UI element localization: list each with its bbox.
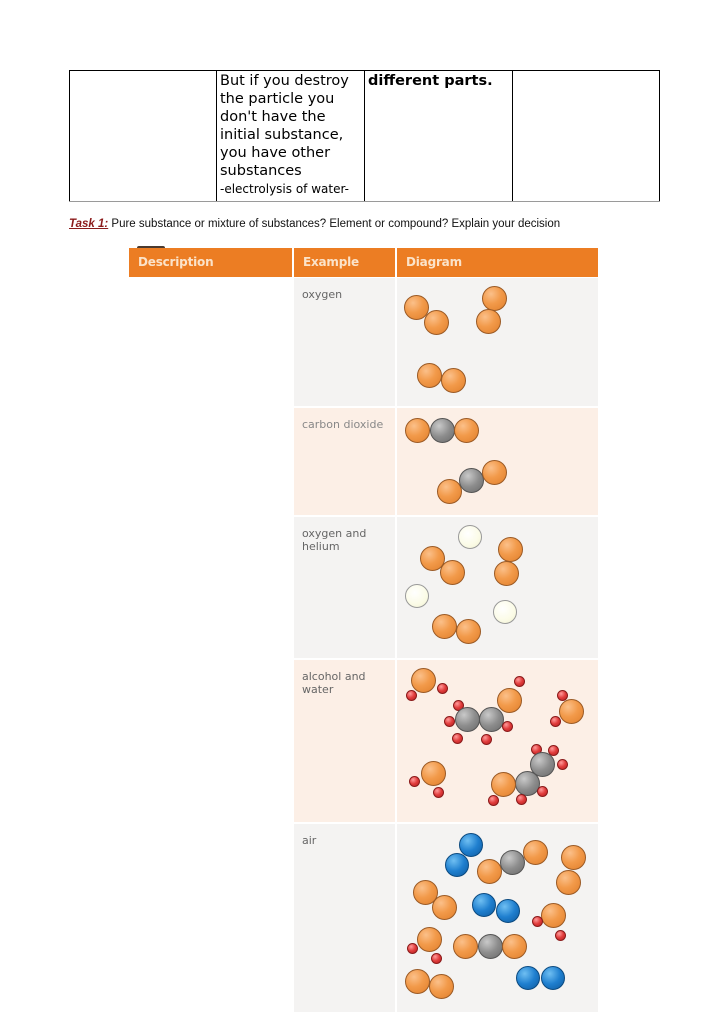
hydrogen-atom-icon — [537, 786, 548, 797]
header-example: Example — [294, 248, 395, 277]
hydrogen-atom-icon — [514, 676, 525, 687]
example-label: alcohol and water — [294, 660, 395, 822]
hydrogen-atom-icon — [433, 787, 444, 798]
oxygen-atom-icon — [440, 560, 465, 585]
helium-atom-icon — [405, 584, 429, 608]
carbon-atom-icon — [455, 707, 480, 732]
oxygen-atom-icon — [523, 840, 548, 865]
oxygen-atom-icon — [432, 614, 457, 639]
hydrogen-atom-icon — [555, 930, 566, 941]
nitrogen-atom-icon — [541, 966, 565, 990]
explanation-line: But if you destroy — [220, 73, 349, 89]
task-text: Pure substance or mixture of substances? Element or compound? Explain your decision — [108, 218, 561, 230]
carbon-dioxide-molecules-diagram — [397, 408, 598, 515]
example-label: air — [294, 824, 395, 1012]
oxygen-atom-icon — [417, 927, 442, 952]
hydrogen-atom-icon — [452, 733, 463, 744]
table-cell-empty — [513, 71, 660, 202]
explanation-line: the particle you — [220, 91, 335, 107]
oxygen-atom-icon — [494, 561, 519, 586]
hydrogen-atom-icon — [437, 683, 448, 694]
helium-atom-icon — [493, 600, 517, 624]
carbon-atom-icon — [479, 707, 504, 732]
example-label: carbon dioxide — [294, 408, 395, 515]
table-row — [129, 517, 598, 658]
explanation-line: substances — [220, 163, 302, 179]
table-cell-parts: different parts. — [365, 71, 513, 202]
table-row — [129, 660, 598, 822]
oxygen-atom-icon — [417, 363, 442, 388]
helium-atom-icon — [458, 525, 482, 549]
table-cell-explanation — [217, 71, 365, 202]
table-row — [70, 71, 660, 202]
hydrogen-atom-icon — [557, 759, 568, 770]
nitrogen-atom-icon — [445, 853, 469, 877]
oxygen-atom-icon — [497, 688, 522, 713]
oxygen-atom-icon — [476, 309, 501, 334]
oxygen-atom-icon — [454, 418, 479, 443]
hydrogen-atom-icon — [502, 721, 513, 732]
hydrogen-atom-icon — [409, 776, 420, 787]
oxygen-atom-icon — [456, 619, 481, 644]
table-row — [129, 278, 598, 406]
nitrogen-atom-icon — [496, 899, 520, 923]
oxygen-atom-icon — [429, 974, 454, 999]
oxygen-atom-icon — [477, 859, 502, 884]
oxygen-molecules-diagram — [397, 278, 598, 406]
explanation-line: initial substance, — [220, 127, 344, 143]
air-mixture-diagram — [397, 824, 598, 1012]
explanation-line: don't have the — [220, 109, 326, 125]
oxygen-atom-icon — [561, 845, 586, 870]
table-cell-empty — [70, 71, 217, 202]
summary-table — [69, 70, 660, 202]
oxygen-atom-icon — [453, 934, 478, 959]
hydrogen-atom-icon — [550, 716, 561, 727]
oxygen-atom-icon — [405, 418, 430, 443]
nitrogen-atom-icon — [516, 966, 540, 990]
carbon-atom-icon — [430, 418, 455, 443]
table-row — [129, 824, 598, 1012]
oxygen-atom-icon — [556, 870, 581, 895]
header-description: Description — [129, 248, 292, 277]
oxygen-helium-mixture-diagram — [397, 517, 598, 658]
oxygen-atom-icon — [432, 895, 457, 920]
carbon-atom-icon — [500, 850, 525, 875]
oxygen-atom-icon — [441, 368, 466, 393]
hydrogen-atom-icon — [431, 953, 442, 964]
hydrogen-atom-icon — [407, 943, 418, 954]
oxygen-atom-icon — [498, 537, 523, 562]
hydrogen-atom-icon — [406, 690, 417, 701]
header-diagram: Diagram — [397, 248, 598, 277]
explanation-line: you have other — [220, 145, 331, 161]
oxygen-atom-icon — [482, 286, 507, 311]
oxygen-atom-icon — [541, 903, 566, 928]
hydrogen-atom-icon — [488, 795, 499, 806]
oxygen-atom-icon — [559, 699, 584, 724]
task-instruction — [69, 218, 560, 230]
nitrogen-atom-icon — [472, 893, 496, 917]
carbon-atom-icon — [478, 934, 503, 959]
hydrogen-atom-icon — [516, 794, 527, 805]
hydrogen-atom-icon — [481, 734, 492, 745]
oxygen-atom-icon — [482, 460, 507, 485]
task-label: Task 1: — [69, 218, 109, 230]
oxygen-atom-icon — [502, 934, 527, 959]
oxygen-atom-icon — [491, 772, 516, 797]
alcohol-water-mixture-diagram — [397, 660, 598, 822]
oxygen-atom-icon — [411, 668, 436, 693]
oxygen-atom-icon — [405, 969, 430, 994]
example-label: oxygen — [294, 278, 395, 406]
oxygen-atom-icon — [421, 761, 446, 786]
oxygen-atom-icon — [424, 310, 449, 335]
example-label: oxygen and helium — [294, 517, 395, 658]
hydrogen-atom-icon — [532, 916, 543, 927]
explanation-note: -electrolysis of water- — [220, 182, 349, 196]
carbon-atom-icon — [459, 468, 484, 493]
table-row — [129, 408, 598, 515]
hydrogen-atom-icon — [444, 716, 455, 727]
